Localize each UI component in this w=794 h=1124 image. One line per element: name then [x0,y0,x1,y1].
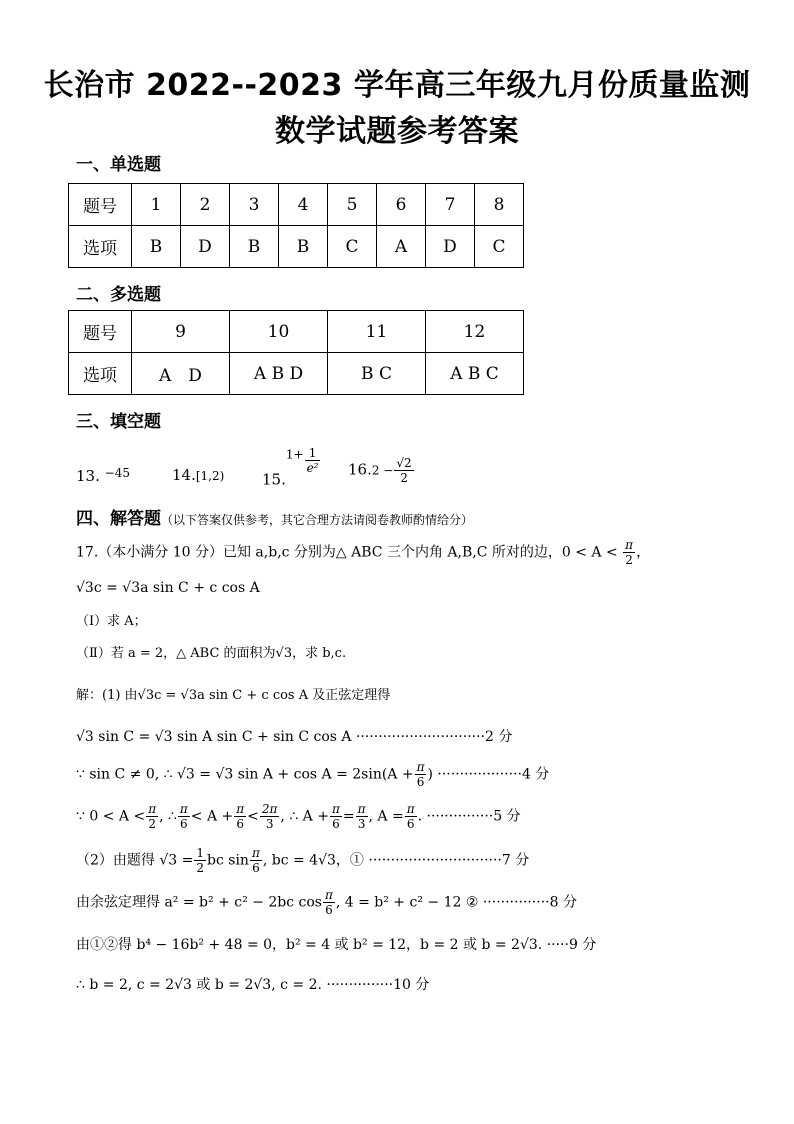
question-number: 6 [377,184,426,226]
fraction-numerator: π [357,802,366,816]
step-text: ) ···················4 分 [427,766,550,783]
fraction [178,802,190,831]
fraction [330,802,342,831]
multi-choice-answer-table [68,310,524,395]
table-row [69,353,524,395]
solution-step-5 [76,846,529,875]
step-text: = [342,808,355,825]
solution-step-3 [76,760,549,789]
fraction-denominator: 6 [180,817,188,831]
item-answer: [1,2) [195,469,225,483]
step-text: < A + [190,808,234,825]
solution-step-4 [76,802,521,831]
question-number: 2 [181,184,230,226]
fill-answer-13 [76,466,130,485]
table-row [69,184,524,226]
item-label: 15. [262,470,286,489]
step-text: , 4 = b² + c² − 12 ② ···············8 分 [335,894,577,911]
item-answer-prefix: 1+ [285,447,304,462]
stem-text: 17.（本小满分 10 分）已知 a,b,c 分别为△ ABC 三个内角 A,B,C 所对的边，0 < A < [76,544,618,561]
answer-cell: A B C [426,353,524,395]
answer-cell: A [377,226,426,268]
fraction-numerator: π [236,802,245,816]
item-answer: −45 [104,466,130,480]
fraction [250,846,262,875]
solution-step-2: √3 sin C = √3 sin A sin C + sin C cos A ·····························2 分 [76,729,513,745]
fraction [394,456,413,485]
question-number: 4 [279,184,328,226]
item-label: 14. [172,466,196,484]
document-title-line2: 数学试题参考答案 [275,114,519,149]
step-text: < [247,808,259,825]
fraction [356,802,368,831]
fraction-numerator: π [625,538,634,552]
fraction-denominator: 3 [357,817,366,831]
table-row [69,226,524,268]
answer-cell: A B D [230,353,328,395]
solution-step-8: ∴ b = 2, c = 2√3 或 b = 2√3, c = 2. ···············10 分 [76,977,430,993]
answer-cell: B C [328,353,426,395]
fraction-denominator: 6 [252,861,260,875]
fraction [623,538,635,567]
question-number: 8 [475,184,524,226]
answer-cell: A D [132,353,230,395]
row-label: 选项 [69,226,132,268]
fraction-numerator: π [251,846,260,860]
step-text: ∵ 0 < A < [76,808,146,825]
fraction-denominator: 6 [325,903,333,917]
answer-cell: D [181,226,230,268]
fraction [194,846,206,875]
fraction-numerator: √2 [396,456,412,470]
step-text: 由余弦定理得 a² = b² + c² − 2bc cos [76,894,322,911]
question-number: 1 [132,184,181,226]
question-number: 11 [328,311,426,353]
question-number: 9 [132,311,230,353]
heading-text: 四、解答题 [76,509,161,529]
fraction [305,446,321,475]
fraction [405,802,417,831]
fraction-numerator: π [148,802,157,816]
solution-step-1: 解：(1) 由√3c = √3a sin C + c cos A 及正弦定理得 [76,688,391,703]
row-label: 选项 [69,353,132,395]
section-multi-choice-heading: 二、多选题 [76,285,161,305]
fraction-denominator: 2 [196,861,205,875]
section-single-choice-heading: 一、单选题 [76,155,161,175]
heading-note: （以下答案仅供参考，其它合理方法请阅卷教师酌情给分） [161,513,474,527]
step-text: , A = [368,808,404,825]
fraction [146,802,158,831]
solution-step-6 [76,888,577,917]
question-number: 5 [328,184,377,226]
answer-cell: C [475,226,524,268]
fraction-numerator: 1 [305,446,321,461]
answer-cell: B [279,226,328,268]
step-text: . ···············5 分 [417,808,521,825]
fraction-numerator: π [331,802,340,816]
problem17-stem [76,538,650,567]
fraction [234,802,246,831]
section-solution-heading [76,504,473,529]
question-number: 12 [426,311,524,353]
single-choice-answer-table [68,183,524,268]
answer-cell: D [426,226,475,268]
fraction-numerator: π [416,760,425,774]
fraction-denominator: 6 [236,817,245,831]
item-answer-prefix: 2 − [371,463,394,478]
step-text: bc sin [207,852,249,869]
question-number: 10 [230,311,328,353]
fraction-denominator: 6 [332,817,340,831]
fill-answer-16 [348,456,415,485]
row-label: 题号 [69,311,132,353]
table-row [69,311,524,353]
answer-cell: B [230,226,279,268]
fraction-numerator: π [179,802,188,816]
fraction-denominator: 6 [416,775,425,789]
section-fill-blank-heading: 三、填空题 [76,412,161,432]
step-text: , ∴ [159,808,177,825]
problem17-part1: （Ⅰ）求 A； [76,614,147,629]
fraction-denominator: 2 [400,471,408,485]
solution-step-7: 由①②得 b⁴ − 16b² + 48 = 0，b² = 4 或 b² = 12，b = 2 或 b = 2√3. ·····9 分 [76,937,597,953]
answer-cell: C [328,226,377,268]
item-label: 16. [348,460,372,479]
answer-cell: B [132,226,181,268]
fraction [415,760,427,789]
fraction-denominator: 3 [265,817,274,831]
row-label: 题号 [69,184,132,226]
stem-end: ， [636,544,651,561]
fraction-numerator: π [324,888,333,902]
step-text: , bc = 4√3，① ······························7 分 [262,852,530,869]
step-text: , ∴ A + [280,808,329,825]
fraction-numerator: 2π [261,802,278,816]
problem17-equation: √3c = √3a sin C + c cos A [76,580,260,596]
question-number: 3 [230,184,279,226]
fraction-denominator: 2 [625,553,633,567]
fraction-denominator: e² [306,461,319,475]
fraction-denominator: 2 [148,817,156,831]
fraction-denominator: 6 [406,817,415,831]
fraction-numerator: 1 [196,846,205,860]
step-text: ∵ sin C ≠ 0, ∴ √3 = √3 sin A + cos A = 2sin(A + [76,766,414,783]
question-number: 7 [426,184,475,226]
item-label: 13. [76,467,100,485]
fill-answer-15 [262,446,321,489]
problem17-part2: （Ⅱ）若 a = 2，△ ABC 的面积为√3，求 b,c. [76,646,347,661]
fraction [260,802,280,831]
document-title-line1: 长治市 2022--2023 学年高三年级九月份质量监测 [43,68,751,103]
step-text: （2）由题得 √3 = [76,852,194,869]
fill-answer-14 [172,466,224,484]
fraction-numerator: π [406,802,415,816]
fraction [323,888,335,917]
